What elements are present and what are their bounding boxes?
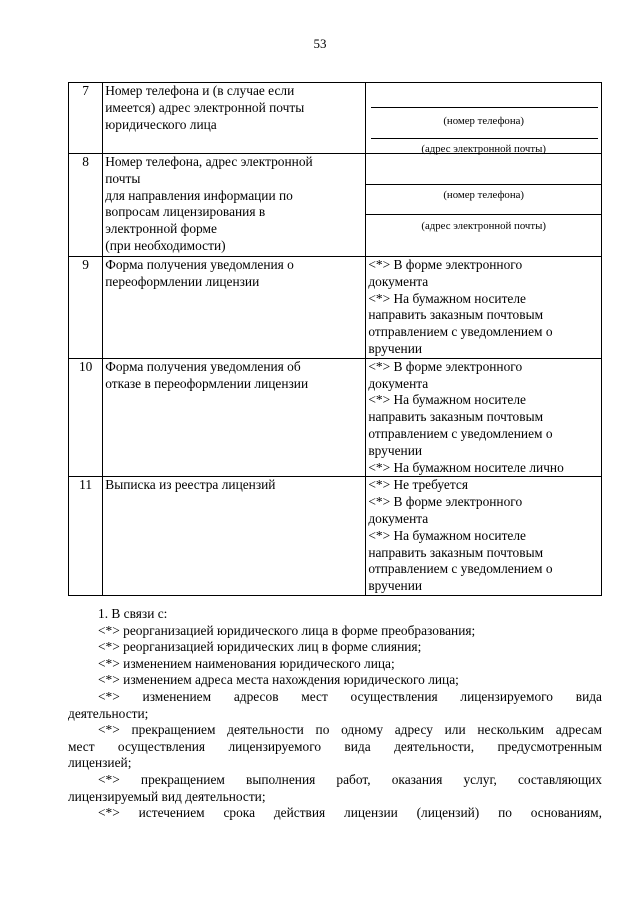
- option-line[interactable]: <*> В форме электронного: [368, 257, 523, 272]
- row-number: 11: [69, 477, 103, 596]
- option-line: документа: [368, 510, 429, 526]
- row-value: [366, 257, 602, 359]
- option-line: отправлением с уведомлением о: [368, 425, 553, 441]
- option-line[interactable]: <*> На бумажном носителе лично: [368, 459, 564, 475]
- reason-item[interactable]: <*> изменением адреса места нахождения юридического лица;: [98, 672, 459, 688]
- description-line: почты: [105, 170, 141, 186]
- description-line: электронной форме: [105, 221, 217, 237]
- option-line: направить заказным почтовым: [368, 307, 544, 323]
- option-line[interactable]: <*> На бумажном носителе: [368, 290, 527, 306]
- reason-item[interactable]: <*> реорганизацией юридических лиц в форме слияния;: [98, 639, 422, 655]
- row-description: [103, 154, 366, 257]
- application-table: [68, 82, 602, 596]
- row-value: [366, 477, 602, 596]
- email-caption: (адрес электронной почты): [421, 143, 546, 155]
- description-line: Форма получения уведомления о: [105, 257, 294, 272]
- option-line: отправлением с уведомлением о: [368, 561, 553, 577]
- row-description: [103, 83, 366, 154]
- email-fill-line[interactable]: [366, 214, 601, 215]
- table-row: [69, 83, 602, 154]
- phone-fill-line[interactable]: [371, 107, 598, 108]
- option-line: направить заказным почтовым: [368, 409, 544, 425]
- description-line: Номер телефона и (в случае если: [105, 83, 295, 98]
- option-line: отправлением с уведомлением о: [368, 324, 553, 340]
- reason-item[interactable]: <*> прекращением деятельности по одному адресу или нескольким адресам: [98, 722, 602, 738]
- description-line: Номер телефона, адрес электронной: [105, 154, 313, 169]
- description-line: для направления информации по: [105, 187, 293, 203]
- option-line: вручении: [368, 442, 423, 458]
- phone-caption: (номер телефона): [443, 189, 524, 201]
- reasons-section: [68, 606, 602, 822]
- reason-item[interactable]: <*> прекращением выполнения работ, оказания услуг, составляющих: [98, 771, 602, 787]
- phone-caption: (номер телефона): [443, 115, 524, 127]
- reason-item[interactable]: <*> изменением адресов мест осуществления лицензируемого вида: [98, 688, 602, 704]
- reason-item-continuation: деятельности;: [68, 705, 149, 721]
- row-number: 9: [69, 257, 103, 359]
- row-value: [366, 83, 602, 154]
- reason-item-continuation: мест осуществления лицензируемого вида деятельности, предусмотренным: [68, 738, 602, 754]
- email-caption: (адрес электронной почты): [421, 220, 546, 232]
- row-number: 8: [69, 154, 103, 257]
- option-line: вручении: [368, 340, 423, 356]
- description-line: Форма получения уведомления об: [105, 358, 301, 374]
- option-line: документа: [368, 273, 429, 289]
- page-number: 53: [313, 36, 327, 51]
- row-description: [103, 358, 366, 477]
- row-value: [366, 358, 602, 477]
- description-line: отказе в переоформлении лицензии: [105, 375, 309, 391]
- reason-item[interactable]: <*> реорганизацией юридического лица в форме преобразования;: [98, 622, 476, 638]
- row-number: 10: [69, 358, 103, 477]
- description-line: переоформлении лицензии: [105, 273, 260, 289]
- description-line: Выписка из реестра лицензий: [105, 477, 276, 493]
- phone-fill-line[interactable]: [366, 184, 601, 185]
- row-description: [103, 477, 366, 596]
- option-line: вручении: [368, 578, 423, 594]
- option-line[interactable]: <*> В форме электронного: [368, 494, 523, 510]
- option-line: направить заказным почтовым: [368, 544, 544, 560]
- email-fill-line[interactable]: [371, 138, 598, 139]
- row-description: [103, 257, 366, 359]
- reasons-intro: 1. В связи с:: [98, 606, 168, 621]
- reason-item[interactable]: <*> истечением срока действия лицензии (лицензий) по основаниям,: [98, 805, 602, 821]
- description-line: имеется) адрес электронной почты: [105, 99, 305, 115]
- description-line: (при необходимости): [105, 237, 226, 253]
- description-line: юридического лица: [105, 116, 217, 132]
- option-line[interactable]: <*> В форме электронного: [368, 358, 523, 374]
- option-line[interactable]: <*> Не требуется: [368, 477, 468, 493]
- table-row: [69, 154, 602, 257]
- option-line[interactable]: <*> На бумажном носителе: [368, 392, 527, 408]
- reason-item-continuation: лицензируемый вид деятельности;: [68, 788, 266, 804]
- row-number: 7: [69, 83, 103, 154]
- reason-item[interactable]: <*> изменением наименования юридического лица;: [98, 655, 395, 671]
- description-line: вопросам лицензирования в: [105, 204, 266, 220]
- table-row: [69, 358, 602, 477]
- row-value: [366, 154, 602, 257]
- table-row: [69, 257, 602, 359]
- reason-item-continuation: лицензией;: [68, 755, 132, 771]
- option-line: документа: [368, 375, 429, 391]
- table-row: [69, 477, 602, 596]
- option-line[interactable]: <*> На бумажном носителе: [368, 527, 527, 543]
